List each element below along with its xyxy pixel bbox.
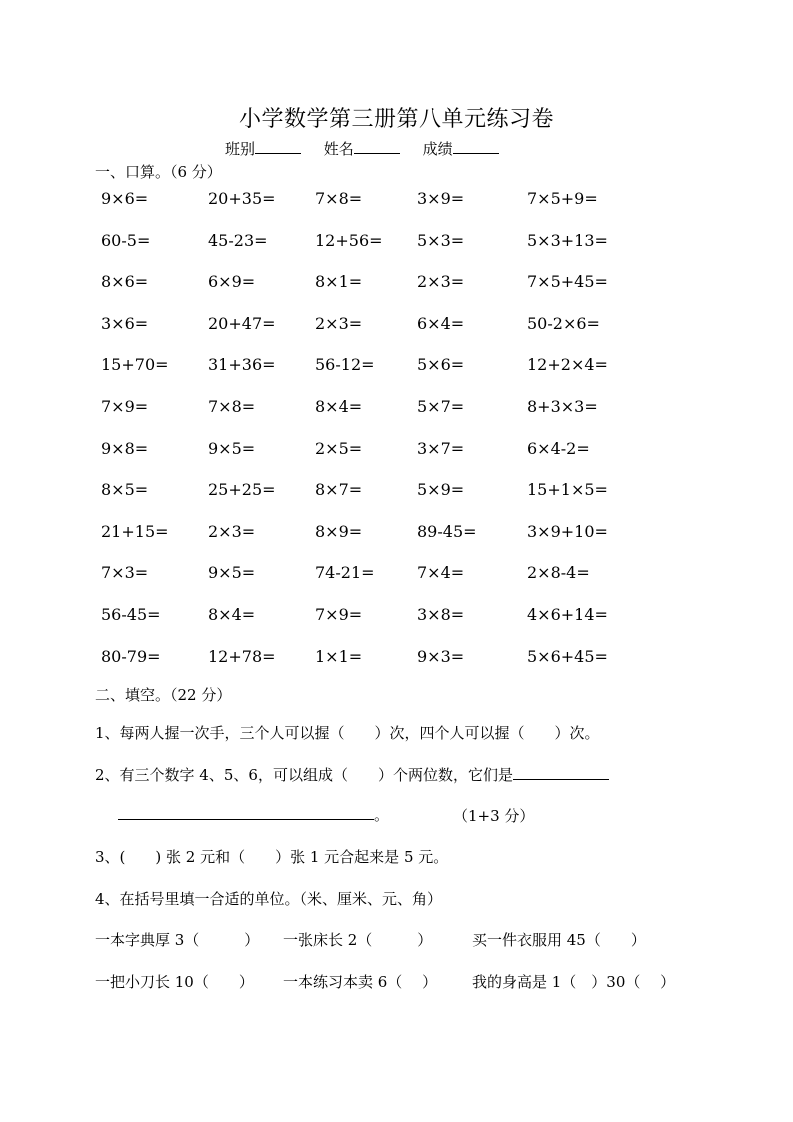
calc-row: [0, 189, 793, 211]
calc-problem: 6×4-2=: [527, 438, 590, 458]
calc-problem: 7×9=: [315, 605, 363, 624]
question-4: 4、在括号里填一合适的单位。（米、厘米、元、角）: [95, 890, 443, 908]
calc-problem: 3×9+10=: [527, 521, 608, 541]
calc-problem: 20+47=: [208, 313, 276, 333]
calc-problem: 6×4=: [417, 313, 465, 333]
calc-problem: 9×8=: [101, 438, 149, 458]
calc-problem: 2×5=: [315, 438, 363, 458]
calc-problem: 8×5=: [101, 480, 149, 500]
calc-problem: 5×7=: [417, 397, 465, 416]
calc-problem: 2×3=: [315, 313, 363, 333]
answer-blank-long[interactable]: [118, 804, 374, 820]
calc-problem: 3×9=: [417, 189, 465, 208]
calc-problem: 45-23=: [208, 230, 268, 250]
calc-problem: 5×9=: [417, 480, 465, 500]
page-title: 小学数学第三册第八单元练习卷: [238, 107, 554, 132]
question-2-text: 2、有三个数字 4、5、6，可以组成（ ）个两位数，它们是: [95, 766, 513, 784]
question-2-continuation: [118, 804, 389, 825]
calc-problem: 7×5+45=: [527, 272, 608, 292]
score-blank[interactable]: [453, 138, 499, 154]
question-2-end: 。: [374, 806, 390, 824]
calc-problem: 7×5+9=: [527, 189, 598, 208]
question-1: 1、每两人握一次手，三个人可以握（ ）次，四个人可以握（ ）次。: [95, 724, 600, 742]
calc-row: [0, 397, 793, 419]
class-blank[interactable]: [255, 138, 301, 154]
calc-problem: 9×5=: [208, 563, 256, 583]
calc-problem: 12+78=: [208, 646, 276, 666]
calc-problem: 12+56=: [315, 230, 383, 250]
section1-heading: 一、口算。（6 分）: [95, 163, 222, 181]
calc-problem: 74-21=: [315, 563, 375, 583]
calc-row: [0, 355, 793, 377]
calc-problem: 56-12=: [315, 355, 375, 375]
answer-blank[interactable]: [513, 764, 609, 780]
calc-problem: 8×6=: [101, 272, 149, 292]
calc-row: [0, 605, 793, 627]
calc-row: [0, 563, 793, 585]
calc-problem: 8×9=: [315, 521, 363, 541]
calc-problem: 5×3+13=: [527, 230, 608, 250]
calc-problem: 80-79=: [101, 646, 161, 666]
calc-problem: 2×8-4=: [527, 563, 590, 583]
calc-row: [0, 647, 793, 669]
calc-row: [0, 231, 793, 253]
calc-problem: 3×8=: [417, 605, 465, 624]
calc-problem: 25+25=: [208, 480, 276, 500]
calc-problem: 9×6=: [101, 189, 149, 208]
question-2: [95, 764, 609, 785]
calc-problem: 5×6+45=: [527, 646, 608, 666]
unit-item: 一张床长 2（ ）: [283, 931, 433, 949]
name-blank[interactable]: [354, 138, 400, 154]
calc-problem: 9×5=: [208, 438, 256, 458]
calc-problem: 7×9=: [101, 397, 149, 416]
calc-problem: 6×9=: [208, 272, 256, 292]
calc-problem: 89-45=: [417, 521, 477, 541]
calc-problem: 7×8=: [208, 397, 256, 416]
unit-item: 买一件衣服用 45（ ）: [472, 931, 646, 949]
unit-item: 一本字典厚 3（ ）: [95, 931, 260, 949]
calc-problem: 5×3=: [417, 230, 465, 250]
calc-problem: 7×8=: [315, 189, 363, 208]
calc-problem: 21+15=: [101, 521, 169, 541]
unit-item: 我的身高是 1（ ）30（ ）: [472, 973, 676, 991]
calc-problem: 50-2×6=: [527, 313, 600, 333]
name-field: [324, 138, 400, 159]
score-field: [423, 138, 499, 159]
calc-problem: 15+1×5=: [527, 480, 608, 500]
calc-row: [0, 439, 793, 461]
calc-problem: 2×3=: [417, 272, 465, 292]
unit-item: 一把小刀长 10（ ）: [95, 973, 254, 991]
calc-problem: 8×4=: [208, 605, 256, 624]
calc-problem: 1×1=: [315, 646, 363, 666]
calc-problem: 8×4=: [315, 397, 363, 416]
calc-row: [0, 314, 793, 336]
calc-problem: 3×7=: [417, 438, 465, 458]
section2-heading: 二、填空。（22 分）: [95, 686, 232, 704]
question-3: 3、( ) 张 2 元和（ ）张 1 元合起来是 5 元。: [95, 848, 449, 866]
name-label: 姓名: [323, 140, 354, 158]
calc-problem: 12+2×4=: [527, 355, 608, 375]
calc-row: [0, 480, 793, 502]
calc-problem: 4×6+14=: [527, 605, 608, 624]
score-label: 成绩: [422, 140, 453, 158]
calc-row: [0, 272, 793, 294]
class-field: [225, 138, 301, 159]
calc-problem: 8+3×3=: [527, 397, 598, 416]
calc-problem: 3×6=: [101, 313, 149, 333]
calc-problem: 20+35=: [208, 189, 276, 208]
calc-problem: 31+36=: [208, 355, 276, 375]
student-info: [225, 138, 517, 159]
calc-problem: 5×6=: [417, 355, 465, 375]
calc-problem: 7×4=: [417, 563, 465, 583]
calc-problem: 2×3=: [208, 521, 256, 541]
calc-problem: 7×3=: [101, 563, 149, 583]
calc-row: [0, 522, 793, 544]
calc-problem: 60-5=: [101, 230, 151, 250]
calc-problem: 9×3=: [417, 646, 465, 666]
calc-problem: 15+70=: [101, 355, 169, 375]
calc-problem: 8×7=: [315, 480, 363, 500]
calc-problem: 8×1=: [315, 272, 363, 292]
unit-item: 一本练习本卖 6（ ）: [283, 973, 438, 991]
calc-problem: 56-45=: [101, 605, 161, 624]
class-label: 班别: [225, 140, 256, 158]
question-2-score: （1+3 分）: [453, 807, 535, 825]
